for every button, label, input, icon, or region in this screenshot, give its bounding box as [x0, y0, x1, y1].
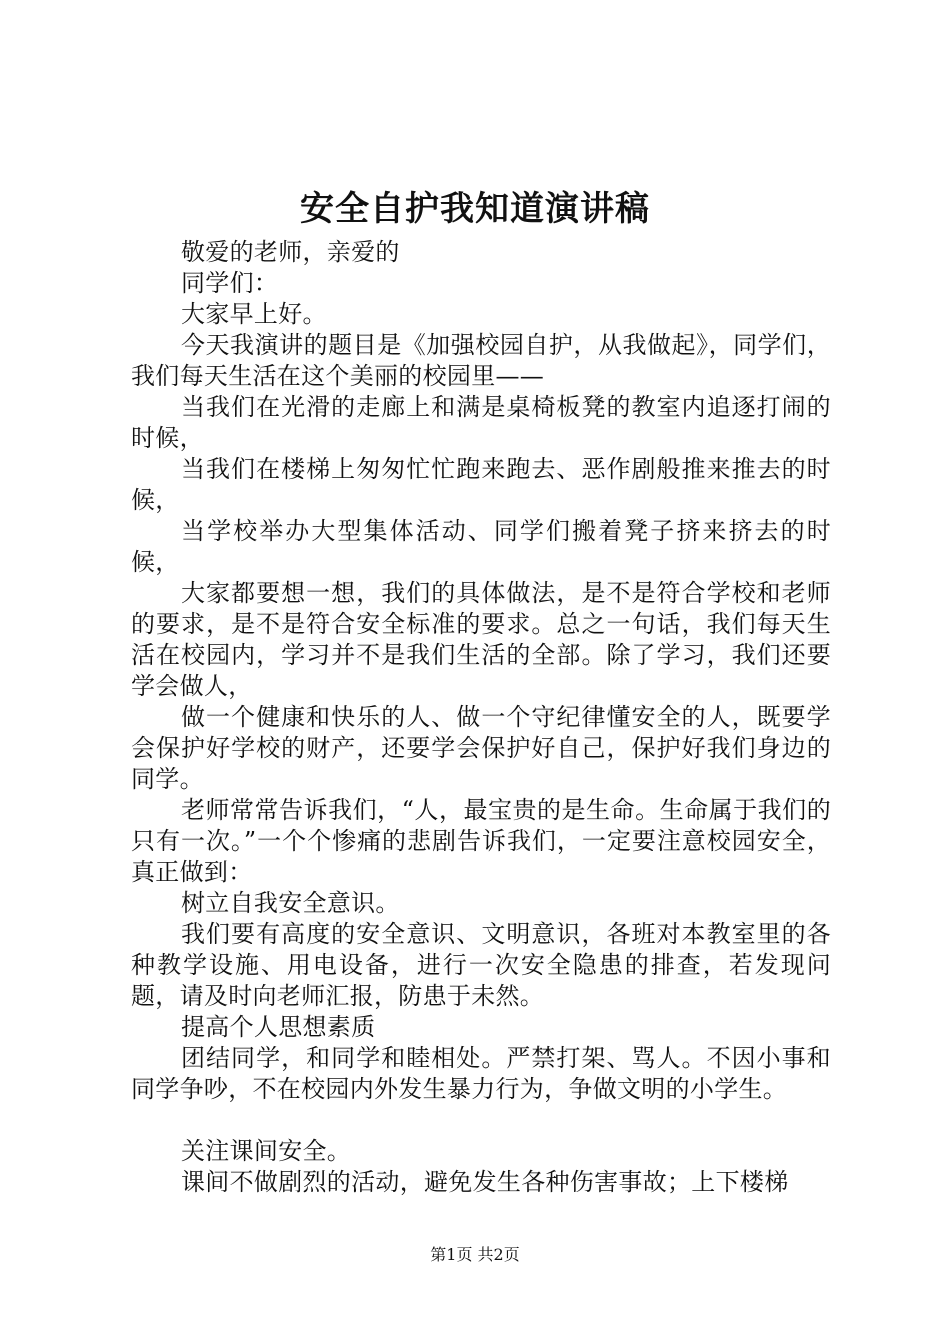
- paragraph-unity: 团结同学，和同学和睦相处。严禁打架、骂人。不因小事和同学争吵，不在校园内外发生暴力行为，争做文明的小学生。: [131, 1044, 831, 1103]
- blank-line: [131, 1105, 831, 1136]
- paragraph-awareness: 我们要有高度的安全意识、文明意识，各班对本教室里的各种教学设施、用电设备，进行一次安全隐患的排查，若发现问题，请及时向老师汇报，防患于未然。: [131, 920, 831, 1010]
- paragraph-corridor: 当我们在光滑的走廊上和满是桌椅板凳的教室内追逐打闹的时候，: [131, 393, 831, 452]
- paragraph-heading-break: 关注课间安全。: [181, 1137, 352, 1165]
- paragraph-stairs: 当我们在楼梯上匆匆忙忙跑来跑去、恶作剧般推来推去的时候，: [131, 455, 831, 514]
- paragraph-think: 大家都要想一想，我们的具体做法，是不是符合学校和老师的要求，是不是符合安全标准的要求。总之一句话，我们每天生活在校园内，学习并不是我们生活的全部。除了学习，我们还要学会做人，: [131, 579, 831, 700]
- paragraph-greeting-cont: 同学们：: [181, 269, 279, 297]
- paragraph-heading-awareness: 树立自我安全意识。: [181, 889, 400, 917]
- document-body: [131, 237, 831, 1198]
- paragraph-greeting: 敬爱的老师，亲爱的: [181, 238, 400, 266]
- paragraph-activities: 当学校举办大型集体活动、同学们搬着凳子挤来挤去的时候，: [131, 517, 831, 576]
- paragraph-good-morning: 大家早上好。: [181, 300, 327, 328]
- paragraph-topic: 今天我演讲的题目是《加强校园自护，从我做起》，同学们，我们每天生活在这个美丽的校园里——: [131, 331, 831, 390]
- paragraph-life: 老师常常告诉我们，“人，最宝贵的是生命。生命属于我们的只有一次。”一个个惨痛的悲剧告诉我们，一定要注意校园安全，真正做到：: [131, 796, 831, 886]
- document-title: 安全自护我知道演讲稿: [300, 189, 650, 229]
- paragraph-be-person: 做一个健康和快乐的人、做一个守纪律懂安全的人，既要学会保护好学校的财产，还要学会保护好自己，保护好我们身边的同学。: [131, 703, 831, 793]
- paragraph-heading-quality: 提高个人思想素质: [181, 1013, 376, 1041]
- paragraph-break-safety: 课间不做剧烈的活动，避免发生各种伤害事故；上下楼梯: [181, 1168, 789, 1196]
- page-footer: 第1页 共2页: [430, 1245, 520, 1264]
